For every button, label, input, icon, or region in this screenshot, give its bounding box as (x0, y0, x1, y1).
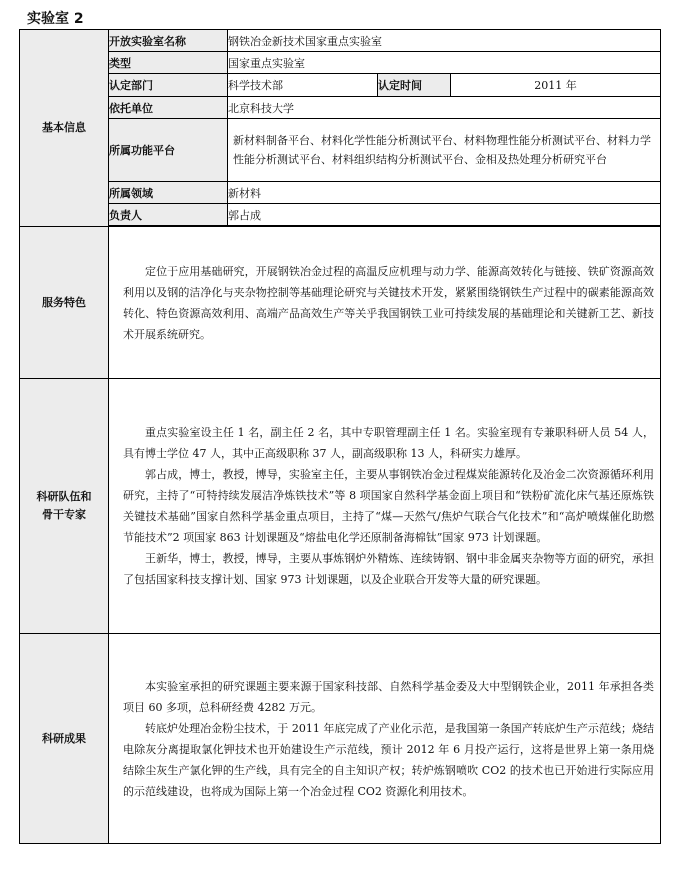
page-title: 实验室 2 (27, 11, 84, 27)
team-paragraph-2: 郭占成，博士，教授，博导，实验室主任，主要从事钢铁冶金过程煤炭能源转化及冶金二次资源循环利用研究，主持了“可特持续发展洁净炼铁技术”等 8 项国家自然科学基金面上项目和“铁粉矿流化床气基还原炼铁关键技术基础”国家自然科学基金重点项目，主持了“煤—天然气/焦炉气联合气化技术”和“高炉喷煤催化助燃节能技术”2 项国家 863 计划课题及“熔盐电化学还原制备海棉钛”国家 973 计划课题。 (123, 468, 655, 544)
team-cell (109, 379, 661, 634)
host-value: 北京科技大学 (228, 97, 661, 119)
section-basic-info: 基本信息 (20, 30, 109, 227)
lab-name-value: 钢铁冶金新技术国家重点实验室 (228, 30, 661, 52)
team-paragraph-1: 重点实验室设主任 1 名，副主任 2 名，其中专职管理副主任 1 名。实验室现有专兼职科研人员 54 人，具有博士学位 47 人，其中正高级职称 37 人，副高级职称 13 人，科研实力雄厚。 (123, 426, 655, 460)
section-team (20, 379, 109, 634)
results-cell (109, 634, 661, 844)
section-results: 科研成果 (20, 634, 109, 844)
leader-value: 郭占成 (228, 204, 661, 226)
team-label-line-2: 骨干专家 (42, 508, 86, 521)
platform-label: 所属功能平台 (109, 119, 228, 182)
platform-text: 新材料制备平台、材料化学性能分析测试平台、材料物理性能分析测试平台、材料力学性能分析测试平台、材料组织结构分析测试平台、金相及热处理分析研究平台 (233, 134, 651, 166)
service-cell (109, 227, 661, 379)
team-paragraph-3: 王新华，博士，教授，博导，主要从事炼钢炉外精炼、连续铸钢、钢中非金属夹杂物等方面的研究，承担了包括国家科技支撑计划、国家 973 计划课题，以及企业联合开发等大量的研究课题。 (123, 552, 655, 586)
time-label: 认定时间 (378, 74, 451, 97)
leader-label: 负责人 (109, 204, 228, 226)
dept-label: 认定部门 (109, 74, 228, 97)
field-value: 新材料 (228, 182, 661, 204)
team-label-line-1: 科研队伍和 (36, 490, 92, 503)
results-text-block (109, 676, 660, 802)
results-paragraph-1: 本实验室承担的研究课题主要来源于国家科技部、自然科学基金委及大中型钢铁企业，2011 年承担各类项目 60 多项，总科研经费 4282 万元。 (123, 679, 655, 714)
type-value: 国家重点实验室 (228, 52, 661, 74)
lab-info-table (19, 29, 661, 844)
dept-value: 科学技术部 (228, 74, 378, 97)
host-label: 依托单位 (109, 97, 228, 119)
section-service: 服务特色 (20, 227, 109, 379)
lab-name-label: 开放实验室名称 (109, 30, 228, 52)
platform-value (228, 119, 661, 182)
time-value: 2011 年 (451, 74, 661, 97)
type-label: 类型 (109, 52, 228, 74)
service-text-block (109, 261, 660, 345)
service-paragraph: 定位于应用基础研究，开展钢铁冶金过程的高温反应机理与动力学、能源高效转化与链接、铁矿资源高效利用以及钢的洁净化与夹杂物控制等基础理论研究与关键技术开发，紧紧围绕钢铁生产过程中的碳素能源高效转化、特色资源高效利用、高端产品高效生产等关乎我国钢铁工业可持续发展的基础理论和关键新工艺、新技术开展系统研究。 (123, 264, 655, 341)
team-text-block (109, 422, 660, 590)
results-paragraph-2: 转底炉处理冶金粉尘技术，于 2011 年底完成了产业化示范，是我国第一条国产转底炉生产示范线；烧结电除灰分离提取氯化钾技术也开始建设生产示范线，预计 2012 年 6 月投产运行，这将是世界上第一条用烧结除尘灰生产氯化钾的生产线，具有完全的自主知识产权；转炉炼钢喷吹 CO2 的技术也已开始进行实际应用的示范线建设，也将成为国际上第一个冶金过程 CO2 资源化利用技术。 (123, 721, 655, 798)
field-label: 所属领域 (109, 182, 228, 204)
